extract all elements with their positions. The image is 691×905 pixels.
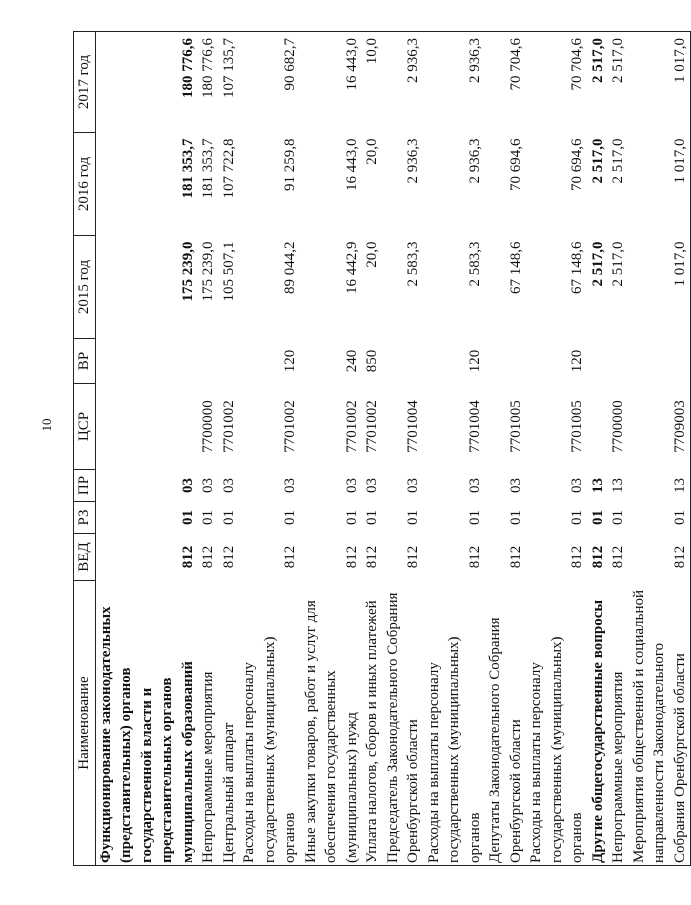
row-pr-cell: 03 xyxy=(220,478,237,493)
row-rz-cell: 01 xyxy=(466,510,483,525)
header-pr: ПР xyxy=(74,470,96,502)
row-2016-cell: 181 353,7 xyxy=(200,138,216,199)
row-vr-cell xyxy=(588,339,609,384)
row-rz-cell: 01 xyxy=(589,510,606,525)
row-name-cell: Расходы на выплаты персоналу государственных (муниципальных) органов xyxy=(526,581,588,866)
row-name-cell: Другие общегосударственные вопросы xyxy=(588,581,609,866)
table-row xyxy=(198,32,219,866)
row-vr-cell: 240 xyxy=(343,349,360,373)
table-row xyxy=(608,32,629,866)
row-2016-cell: 70 694,6 xyxy=(507,138,524,191)
row-rz-cell: 01 xyxy=(507,510,524,525)
table-row xyxy=(301,32,363,866)
table-row xyxy=(362,32,383,866)
row-rz-cell: 01 xyxy=(629,502,691,534)
row-2015-cell: 2 517,0 xyxy=(589,241,606,287)
row-2015-cell: 89 044,2 xyxy=(282,241,298,294)
row-ved-cell: 812 xyxy=(466,545,483,569)
row-name-cell: Центральный аппарат xyxy=(219,581,240,866)
table-row xyxy=(219,32,240,866)
row-2016-cell: 2 517,0 xyxy=(610,138,626,184)
table-header-row xyxy=(74,32,96,866)
row-ved-cell: 812 xyxy=(364,545,380,569)
row-2015-cell: 67 148,6 xyxy=(507,241,524,294)
row-vr-cell: 120 xyxy=(569,349,585,373)
row-ved-cell: 812 xyxy=(179,545,196,569)
row-ved-cell: 812 xyxy=(629,534,691,581)
row-2017-cell: 180 776,6 xyxy=(198,32,219,133)
table-row xyxy=(588,32,609,866)
row-2016-cell: 70 694,6 xyxy=(569,138,585,191)
row-vr-cell xyxy=(383,339,424,384)
row-csr-cell: 7701005 xyxy=(507,400,524,453)
row-csr-cell: 7701002 xyxy=(282,400,298,453)
row-csr-cell: 7701004 xyxy=(405,400,421,453)
row-rz-cell: 01 xyxy=(364,510,380,525)
page-number: 10 xyxy=(39,418,54,432)
header-name: Наименование xyxy=(74,581,96,866)
row-2015-cell: 2 517,0 xyxy=(610,241,626,287)
row-2017-cell: 10,0 xyxy=(362,32,383,133)
row-ved-cell: 812 xyxy=(343,545,360,569)
row-2015-cell: 175 239,0 xyxy=(200,241,216,302)
budget-table-rotated xyxy=(73,32,688,866)
row-csr-cell xyxy=(588,384,609,470)
row-pr-cell: 03 xyxy=(364,478,380,493)
row-name-cell: Непрограммные мероприятия xyxy=(608,581,629,866)
table-row xyxy=(485,32,526,866)
row-2017-cell: 180 776,6 xyxy=(95,32,198,133)
row-pr-cell: 03 xyxy=(200,478,216,493)
header-2017: 2017 год xyxy=(74,32,96,133)
row-2017-cell: 1 017,0 xyxy=(629,32,691,133)
row-rz-cell: 01 xyxy=(220,510,237,525)
row-vr-cell xyxy=(219,339,240,384)
row-rz-cell: 01 xyxy=(179,510,196,525)
row-name-cell: Непрограммные мероприятия xyxy=(198,581,219,866)
row-2015-cell: 20,0 xyxy=(364,241,380,268)
header-2016: 2016 год xyxy=(74,133,96,236)
row-csr-cell: 7701004 xyxy=(466,400,483,453)
row-2017-cell: 2 517,0 xyxy=(608,32,629,133)
table-row xyxy=(239,32,301,866)
row-csr-cell xyxy=(95,384,198,470)
table-row xyxy=(629,32,691,866)
table-row xyxy=(383,32,424,866)
row-csr-cell: 7701002 xyxy=(220,400,237,453)
row-pr-cell: 03 xyxy=(179,478,196,493)
header-rz: РЗ xyxy=(74,502,96,534)
row-ved-cell: 812 xyxy=(405,545,421,569)
row-pr-cell: 03 xyxy=(405,478,421,493)
row-pr-cell: 03 xyxy=(569,478,585,493)
row-2015-cell: 105 507,1 xyxy=(220,241,237,302)
row-2017-cell: 2 936,3 xyxy=(383,32,424,133)
row-2015-cell: 2 583,3 xyxy=(405,241,421,287)
row-2015-cell: 1 017,0 xyxy=(629,236,691,339)
row-pr-cell: 03 xyxy=(282,478,298,493)
row-rz-cell: 01 xyxy=(569,510,585,525)
row-2015-cell: 67 148,6 xyxy=(569,241,585,294)
row-rz-cell: 01 xyxy=(610,510,626,525)
row-pr-cell: 13 xyxy=(610,478,626,493)
row-name-cell: Депутаты Законодательного Собрания Оренбургской области xyxy=(485,581,526,866)
row-2016-cell: 2 517,0 xyxy=(589,138,606,184)
row-2016-cell: 2 936,3 xyxy=(405,138,421,184)
row-ved-cell: 812 xyxy=(507,545,524,569)
row-vr-cell: 850 xyxy=(364,349,380,373)
row-pr-cell: 13 xyxy=(629,470,691,502)
row-rz-cell: 01 xyxy=(343,510,360,525)
row-ved-cell: 812 xyxy=(610,545,626,569)
row-name-cell: Председатель Законодательного Собрания Оренбургской области xyxy=(383,581,424,866)
row-vr-cell: 120 xyxy=(466,349,483,373)
row-name-cell: Расходы на выплаты персоналу государственных (муниципальных) органов xyxy=(424,581,486,866)
row-csr-cell: 7700000 xyxy=(200,400,216,453)
row-2017-cell: 70 704,6 xyxy=(526,32,588,133)
row-vr-cell xyxy=(608,339,629,384)
row-2016-cell: 181 353,7 xyxy=(179,138,196,199)
row-ved-cell: 812 xyxy=(589,545,606,569)
row-name-cell: Мероприятия общественной и социальной направленности Законодательного Собрания Оренбургской области xyxy=(629,581,691,866)
row-csr-cell: 7701005 xyxy=(569,400,585,453)
row-rz-cell: 01 xyxy=(200,510,216,525)
row-vr-cell xyxy=(485,339,526,384)
row-csr-cell: 7701002 xyxy=(343,400,360,453)
row-vr-cell xyxy=(198,339,219,384)
row-pr-cell: 13 xyxy=(589,478,606,493)
row-pr-cell: 03 xyxy=(466,478,483,493)
row-pr-cell: 03 xyxy=(507,478,524,493)
row-csr-cell: 7709003 xyxy=(629,384,691,470)
header-ved: ВЕД xyxy=(74,534,96,581)
row-2017-cell: 2 936,3 xyxy=(424,32,486,133)
row-ved-cell: 812 xyxy=(282,545,298,569)
budget-table xyxy=(73,31,691,866)
header-csr: ЦСР xyxy=(74,384,96,470)
row-2017-cell: 16 443,0 xyxy=(301,32,363,133)
row-name-cell: Функционирование законодательных (представительных) органов государственной власти и представительных органов муниципальных образований xyxy=(95,581,198,866)
row-csr-cell: 7700000 xyxy=(610,400,626,453)
row-2015-cell: 175 239,0 xyxy=(179,241,196,302)
table-row xyxy=(95,32,198,866)
row-ved-cell: 812 xyxy=(569,545,585,569)
row-2016-cell: 107 722,8 xyxy=(220,138,237,199)
row-name-cell: Иные закупки товаров, работ и услуг для обеспечения государственных (муниципальных) нужд xyxy=(301,581,363,866)
row-ved-cell: 812 xyxy=(220,545,237,569)
row-vr-cell: 120 xyxy=(282,349,298,373)
row-vr-cell xyxy=(629,339,691,384)
header-2015: 2015 год xyxy=(74,236,96,339)
table-row xyxy=(424,32,486,866)
row-ved-cell: 812 xyxy=(200,545,216,569)
row-2015-cell: 16 442,9 xyxy=(343,241,360,294)
table-row xyxy=(526,32,588,866)
row-rz-cell: 01 xyxy=(282,510,298,525)
row-2016-cell: 1 017,0 xyxy=(629,133,691,236)
row-vr-cell xyxy=(95,339,198,384)
row-rz-cell: 01 xyxy=(405,510,421,525)
row-2016-cell: 16 443,0 xyxy=(343,138,360,191)
row-2016-cell: 20,0 xyxy=(364,138,380,165)
row-2017-cell: 90 682,7 xyxy=(239,32,301,133)
row-2015-cell: 2 583,3 xyxy=(466,241,483,287)
row-pr-cell: 03 xyxy=(343,478,360,493)
row-csr-cell: 7701002 xyxy=(364,400,380,453)
row-2016-cell: 2 936,3 xyxy=(466,138,483,184)
row-2017-cell: 107 135,7 xyxy=(219,32,240,133)
row-2017-cell: 2 517,0 xyxy=(588,32,609,133)
row-2017-cell: 70 704,6 xyxy=(485,32,526,133)
row-2016-cell: 91 259,8 xyxy=(282,138,298,191)
row-name-cell: Расходы на выплаты персоналу государственных (муниципальных) органов xyxy=(239,581,301,866)
header-vr: ВР xyxy=(74,339,96,384)
row-name-cell: Уплата налогов, сборов и иных платежей xyxy=(362,581,383,866)
